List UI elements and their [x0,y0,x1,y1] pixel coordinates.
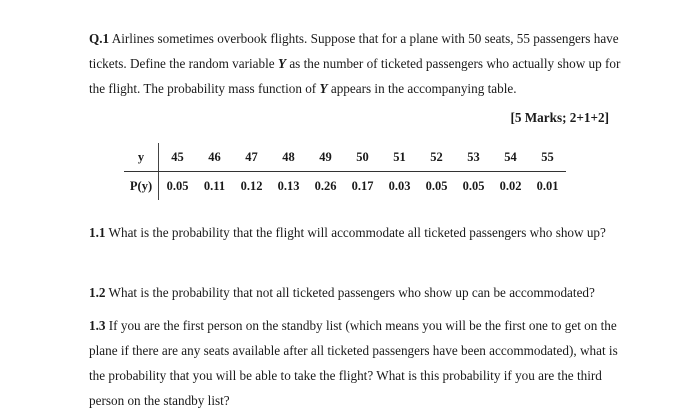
question-text-1: Airlines sometimes overbook flights. Suppose that for a plane with 50 seats, 55 passengers have tickets. Define the random variable [89,31,619,71]
y-value: 50 [344,143,381,172]
pmf-table [124,143,566,200]
variable-y-2: Y [319,81,328,96]
question-intro [89,26,629,101]
subquestion-1-2 [89,280,629,305]
y-value: 52 [418,143,455,172]
y-value: 45 [159,143,197,172]
y-value: 48 [270,143,307,172]
question-text-3: appears in the accompanying table. [327,81,517,96]
p-header: P(y) [124,172,159,201]
y-value: 46 [196,143,233,172]
pmf-row-p [124,172,566,201]
y-header: y [124,143,159,172]
p-value: 0.11 [203,178,226,193]
pmf-row-y [124,143,566,172]
marks-label: [5 Marks; 2+1+2] [510,110,609,125]
p-value: 0.12 [240,178,263,193]
p-value: 0.01 [536,178,559,193]
p-value: 0.05 [462,178,485,193]
y-value: 49 [307,143,344,172]
p-value: 0.05 [425,178,448,193]
subquestion-1-1 [89,220,629,245]
subquestion-text: What is the probability that not all ticketed passengers who show up can be accommodated? [105,285,595,300]
subquestion-text: What is the probability that the flight will accommodate all ticketed passengers who show up? [105,225,606,240]
y-value: 51 [381,143,418,172]
question-text-2: as the number of ticketed passengers who actually show up for the flight. The probability mass function of [89,56,621,96]
y-value: 53 [455,143,492,172]
question-number: Q.1 [89,31,110,46]
subquestion-number: 1.2 [89,285,106,300]
subquestion-text: If you are the first person on the standby list (which means you will be the first one to get on the plane if there are any seats available after all ticketed passengers have been accommodated), what is the probability that you will be able to take the flight? What is this probability if you are the third person on the standby list? [89,318,618,408]
p-value: 0.03 [388,178,411,193]
subquestion-number: 1.3 [89,318,106,333]
subquestion-number: 1.1 [89,225,106,240]
y-value: 54 [492,143,529,172]
p-value: 0.05 [166,178,189,193]
p-value: 0.13 [277,178,300,193]
variable-y: Y [277,56,287,71]
p-value: 0.02 [499,178,522,193]
subquestion-1-3 [89,313,629,413]
y-value: 55 [529,143,566,172]
p-value: 0.17 [351,178,374,193]
y-value: 47 [233,143,270,172]
p-value: 0.26 [314,178,337,193]
